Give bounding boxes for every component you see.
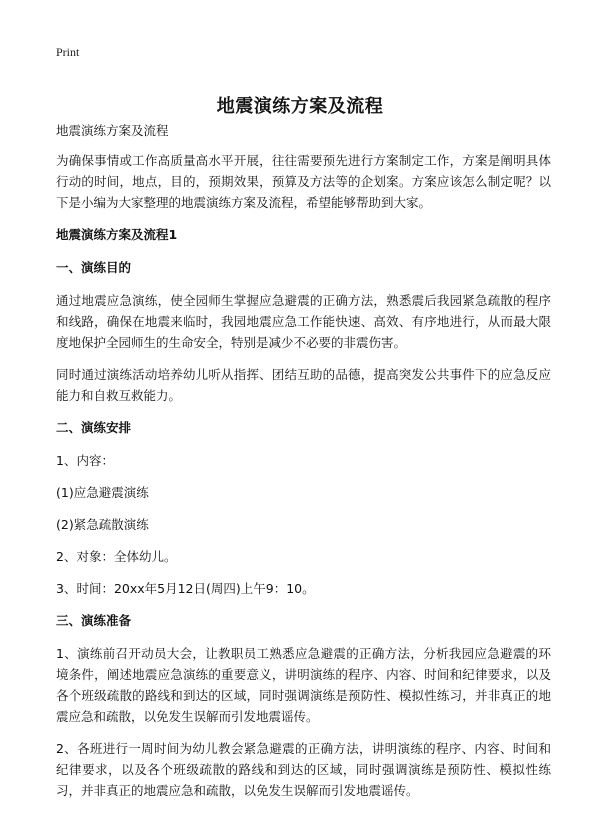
document-subtitle: 地震演练方案及流程 bbox=[56, 123, 169, 138]
intro-paragraph: 为确保事情或工作高质量高水平开展，往往需要预先进行方案制定工作，方案是阐明具体行动的时间，地点，目的，预期效果，预算及方法等的企划案。方案应该怎么制定呢？以下是小编为大家整理的地震演练方案及流程，希望能够帮助到大家。 bbox=[56, 153, 551, 210]
section-1-paragraph-1: 通过地震应急演练，使全园师生掌握应急避震的正确方法，熟悉震后我园紧急疏散的程序和线路，确保在地震来临时，我园地震应急工作能快速、高效、有序地进行，从而最大限度地保护全园师生的生命安全，特别是减少不必要的非震伤害。 bbox=[56, 293, 551, 350]
section-1-paragraph-2: 同时通过演练活动培养幼儿听从指挥、团结互助的品德，提高突发公共事件下的应急反应能力和自救互救能力。 bbox=[56, 367, 551, 403]
section-1-heading: 一、演练目的 bbox=[56, 260, 132, 275]
section-2-item: (2)紧急疏散演练 bbox=[56, 517, 149, 532]
section-3-paragraph-1: 1、演练前召开动员大会，让教职员工熟悉应急避震的正确方法，分析我园应急避震的环境条件，阐述地震应急演练的重要意义，讲明演练的程序、内容、时间和纪律要求，以及各个班级疏散的路线和到达的区域，同时强调演练是预防性、模拟性练习，并非真正的地震应急和疏散，以免发生误解而引发地震谣传。 bbox=[56, 646, 551, 724]
section-2-item: 3、时间：20xx年5月12日(周四)上午9：10。 bbox=[56, 581, 315, 596]
section-2-item: 1、内容： bbox=[56, 453, 114, 468]
section-2-heading: 二、演练安排 bbox=[56, 420, 132, 435]
page-title: 地震演练方案及流程 bbox=[216, 96, 384, 118]
print-label[interactable]: Print bbox=[56, 45, 80, 59]
document-body bbox=[56, 120, 551, 812]
section-3-heading: 三、演练准备 bbox=[56, 613, 132, 628]
section-2-item: 2、对象：全体幼儿。 bbox=[56, 549, 177, 564]
section-heading: 地震演练方案及流程1 bbox=[56, 227, 178, 242]
section-2-item: (1)应急避震演练 bbox=[56, 485, 149, 500]
section-3-paragraph-2: 2、各班进行一周时间为幼儿教会紧急避震的正确方法，讲明演练的程序、内容、时间和纪律要求，以及各个班级疏散的路线和到达的区域，同时强调演练是预防性、模拟性练习，并非真正的地震应急和疏散，以免发生误解而引发地震谣传。 bbox=[56, 741, 551, 798]
